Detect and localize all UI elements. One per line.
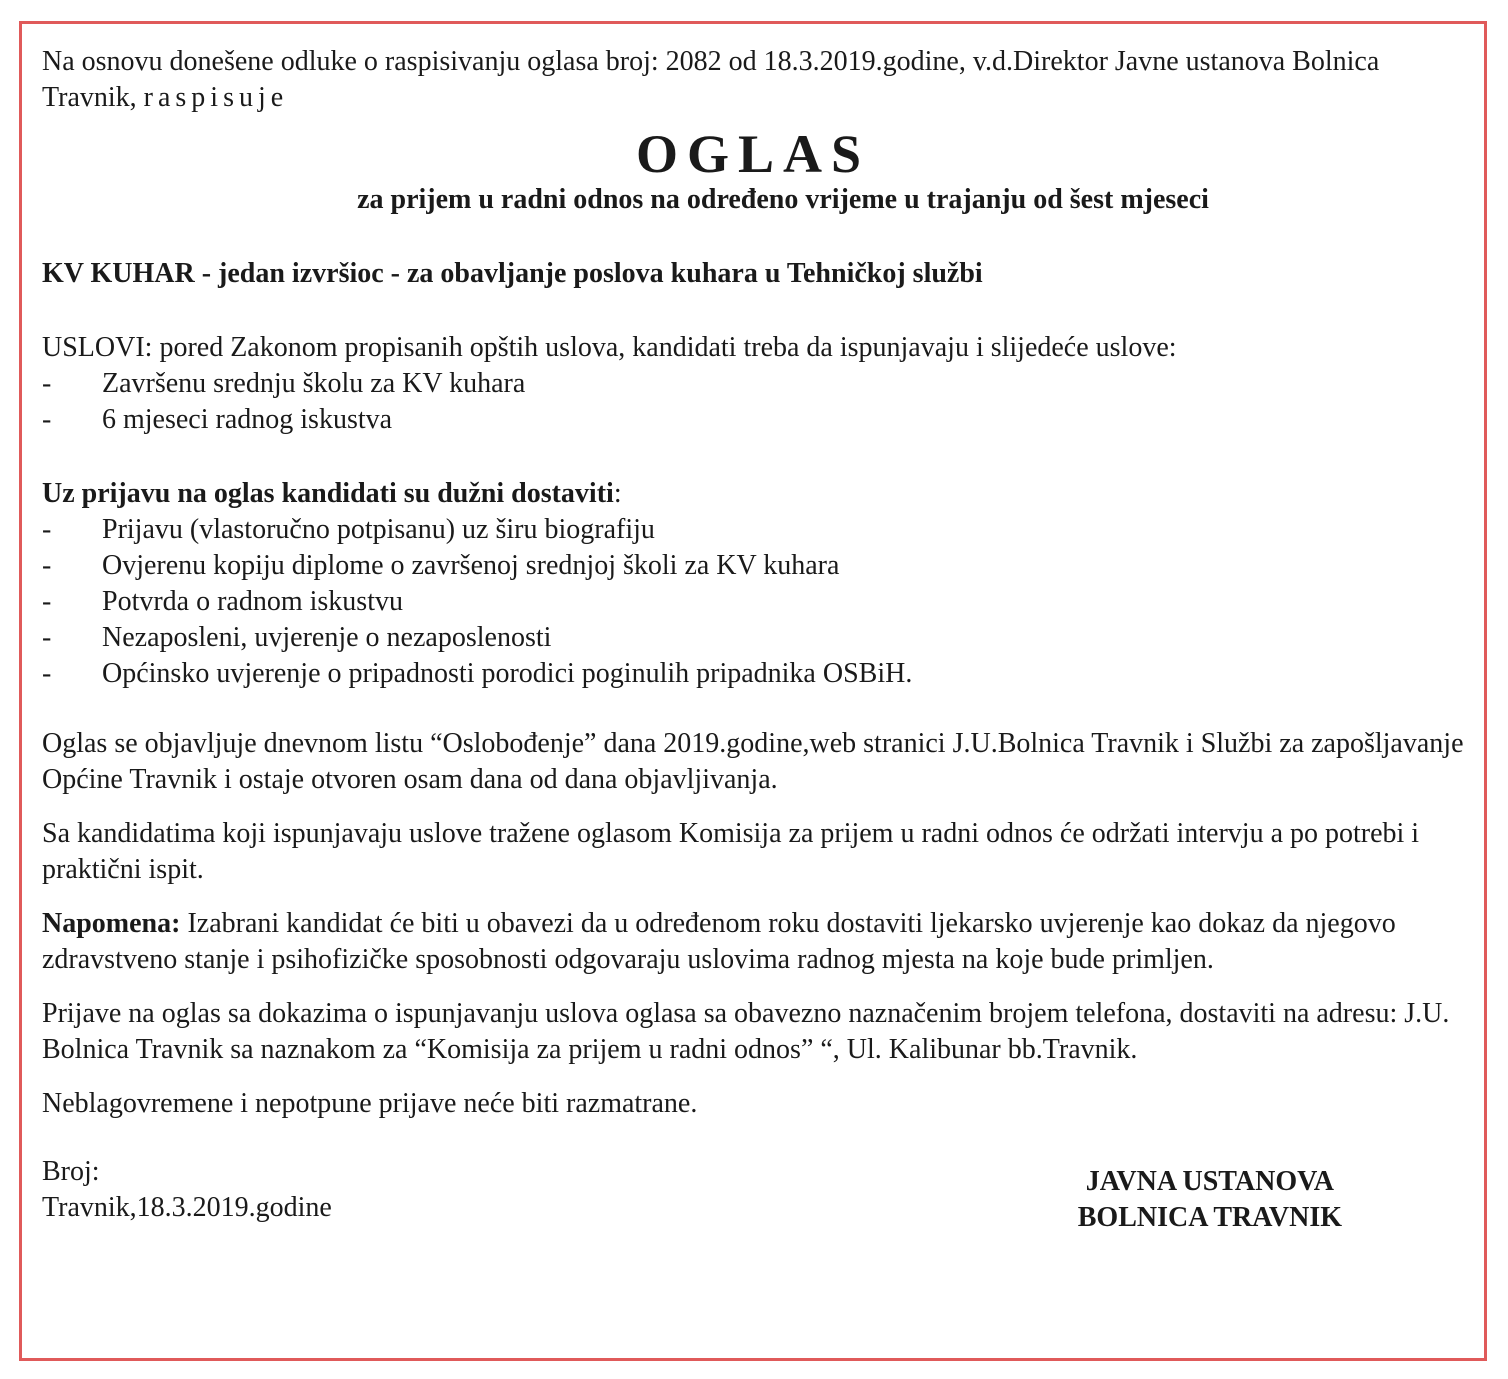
document-text: Potvrda o radnom iskustvu <box>102 586 403 617</box>
documents-list <box>42 512 1464 692</box>
list-item <box>42 584 1464 620</box>
institution-signature <box>1078 1164 1342 1236</box>
document-text: Ovjerenu kopiju diplome o završenoj srednjoj školi za KV kuhara <box>102 550 840 581</box>
application-paragraph: Prijave na oglas sa dokazima o ispunjavanju uslova oglasa sa obavezno naznačenim brojem telefona, dostaviti na adresu: J.U. Bolnica Travnik sa naznakom za “Komisija za prijem u radni odnos” “, Ul. Kalibunar bb.Travnik. <box>42 998 1450 1065</box>
posting-title: OGLAS <box>635 124 871 184</box>
note-text: Izabrani kandidat će biti u obavezi da u određenom roku dostaviti ljekarsko uvjerenje kao dokaz da njegovo zdravstveno stanje i psihofizičke sposobnosti odgovaraju uslovima radnog mjesta na koje bude primljen. <box>42 908 1396 975</box>
list-dash: - <box>42 658 52 689</box>
posting-subtitle: za prijem u radni odnos na određeno vrijeme u trajanju od šest mjeseci <box>357 184 1209 215</box>
intro-text: Na osnovu donešene odluke o raspisivanju oglasa broj: 2082 od 18.3.2019.godine, v.d.Direktor Javne ustanova Bolnica Travnik, <box>42 46 1380 113</box>
footer <box>42 1154 1464 1236</box>
note-label: Napomena: <box>42 908 181 939</box>
list-item <box>42 512 1464 548</box>
list-item <box>42 548 1464 584</box>
list-item <box>42 620 1464 656</box>
list-dash: - <box>42 368 52 399</box>
interview-paragraph: Sa kandidatima koji ispunjavaju uslove tražene oglasom Komisija za prijem u radni odnos će održati intervju a po potrebi i praktični ispit. <box>42 818 1420 885</box>
list-item <box>42 402 1464 438</box>
list-dash: - <box>42 550 52 581</box>
institution-line-2: BOLNICA TRAVNIK <box>1077 1202 1342 1233</box>
requirement-text: 6 mjeseci radnog iskustva <box>102 404 393 435</box>
conditions-intro: USLOVI: pored Zakonom propisanih opštih uslova, kandidati treba da ispunjavaju i slijedeće uslove: <box>42 332 1177 363</box>
requirement-text: Završenu srednju školu za KV kuhara <box>102 368 526 399</box>
publication-paragraph: Oglas se objavljuje dnevnom listu “Oslobođenje” dana 2019.godine,web stranici J.U.Bolnica Travnik i Službi za zapošljavanje Općine Travnik i ostaje otvoren osam dana od dana objavljivanja. <box>42 728 1464 795</box>
document-text: Prijavu (vlastoručno potpisanu) uz širu biografiju <box>102 514 655 545</box>
intro-action: raspisuje <box>143 82 289 113</box>
footer-left <box>42 1154 332 1236</box>
list-dash: - <box>42 514 52 545</box>
list-dash: - <box>42 404 52 435</box>
list-item <box>42 656 1464 692</box>
position-title: KV KUHAR - jedan izvršioc - za obavljanje poslova kuhara u Tehničkoj službi <box>42 258 983 289</box>
number-label: Broj: <box>42 1156 100 1187</box>
documents-heading-colon: : <box>613 478 622 509</box>
document-text: Nezaposleni, uvjerenje o nezaposlenosti <box>102 622 552 653</box>
list-dash: - <box>42 622 52 653</box>
list-dash: - <box>42 586 52 617</box>
job-posting <box>42 44 1464 1236</box>
requirements-list <box>42 366 1464 438</box>
list-item <box>42 366 1464 402</box>
document-text: Općinsko uvjerenje o pripadnosti porodici poginulih pripadnika OSBiH. <box>102 658 913 689</box>
documents-heading-text: Uz prijavu na oglas kandidati su dužni dostaviti <box>42 478 614 509</box>
intro-paragraph <box>42 44 1464 116</box>
place-date: Travnik,18.3.2019.godine <box>42 1192 332 1223</box>
note-paragraph <box>42 906 1464 978</box>
late-notice: Neblagovremene i nepotpune prijave neće biti razmatrane. <box>42 1088 698 1119</box>
institution-line-1: JAVNA USTANOVA <box>1085 1166 1334 1197</box>
documents-heading <box>42 476 1464 512</box>
